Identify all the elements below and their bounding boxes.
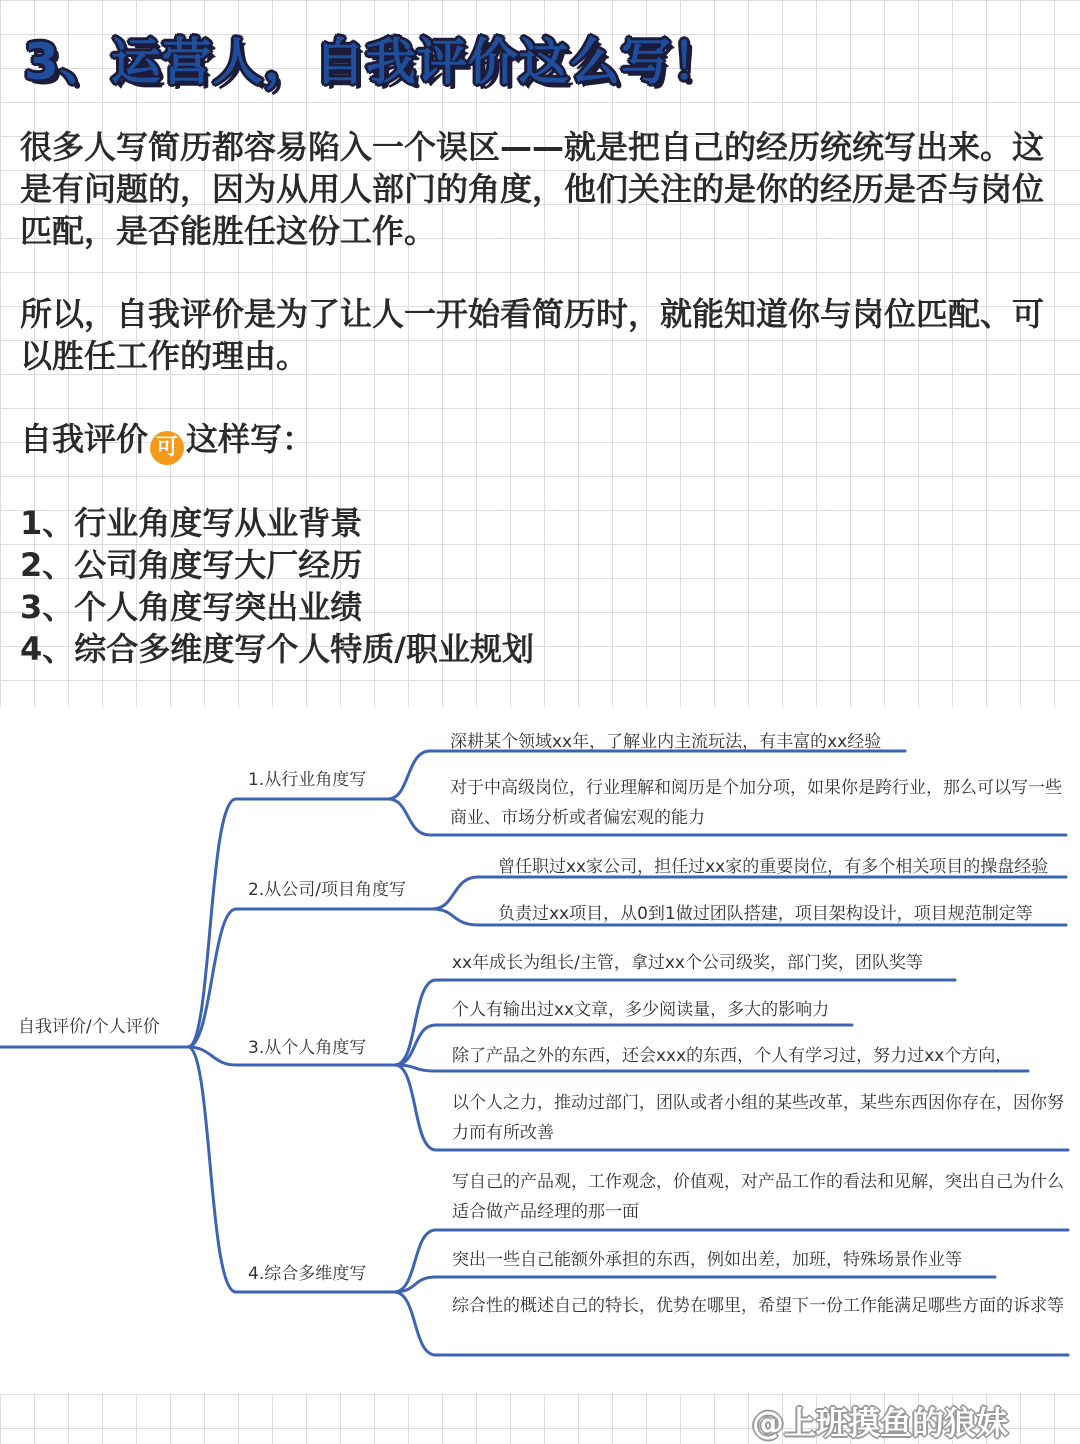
leaf-text: 深耕某个领域xx年，了解业内主流玩法，有丰富的xx经验: [450, 732, 882, 752]
how-to-heading-end: 这样写：: [186, 420, 315, 458]
leaf-text: 以个人之力，推动过部门，团队或者小组的某些改革，某些东西因你存在，因你努力而有所改善: [452, 1093, 1064, 1143]
leaf-text: 曾任职过xx家公司，担任过xx家的重要岗位，有多个相关项目的操盘经验: [498, 857, 1049, 877]
how-to-heading: [20, 418, 1065, 465]
ke-badge-icon: 可: [150, 431, 184, 465]
list-item: 1、行业角度写从业背景: [20, 504, 363, 542]
watermark: @上班摸鱼的狼妹: [751, 1404, 1008, 1442]
mind-map-root: 自我评价/个人评价: [18, 1017, 160, 1037]
branch-label-personal: 3.从个人角度写: [248, 1038, 367, 1058]
purpose-paragraph: 所以，自我评价是为了让人一开始看简历时，就能知道你与岗位匹配、可以胜任工作的理由。: [20, 295, 1045, 375]
leaf-text: 个人有输出过xx文章，多少阅读量，多大的影响力: [452, 1000, 830, 1020]
leaf-text: 突出一些自己能额外承担的东西，例如出差，加班，特殊场景作业等: [452, 1250, 962, 1270]
connector-branch-4: [188, 1047, 236, 1292]
connector-branch-2: [188, 909, 236, 1047]
list-item: 3、个人角度写突出业绩: [20, 588, 363, 626]
connector-leaf-4-2: [394, 1277, 995, 1292]
list-item: 2、公司角度写大厂经历: [20, 546, 363, 584]
page-title: 3、运营人，自我评价这么写！: [24, 33, 723, 91]
branch-label-company: 2.从公司/项目角度写: [248, 880, 406, 900]
branch-label-comprehensive: 4.综合多维度写: [248, 1264, 367, 1284]
intro-paragraph: 很多人写简历都容易陷入一个误区——就是把自己的经历统统写出来。这是有问题的，因为从用人部门的角度，他们关注的是你的经历是否与岗位匹配，是否能胜任这份工作。: [20, 128, 1045, 250]
leaf-text: 负责过xx项目，从0到1做过团队搭建，项目架构设计，项目规范制定等: [498, 904, 1033, 924]
how-to-heading-start: 自我评价: [20, 420, 149, 458]
list-item: 4、综合多维度写个人特质/职业规划: [20, 630, 534, 668]
tips-list: [20, 502, 534, 670]
leaf-text: 对于中高级岗位，行业理解和阅历是个加分项，如果你是跨行业，那么可以写一些商业、市场分析或者偏宏观的能力: [450, 778, 1062, 828]
connector-branch-1: [188, 799, 236, 1047]
branch-label-industry: 1.从行业角度写: [248, 770, 367, 790]
leaf-text: 除了产品之外的东西，还会xxx的东西，个人有学习过，努力过xx个方向，: [452, 1046, 1013, 1066]
leaf-text: 综合性的概述自己的特长，优势在哪里，希望下一份工作能满足哪些方面的诉求等: [452, 1296, 1064, 1316]
mind-map: [0, 707, 1080, 1393]
leaf-text: xx年成长为组长/主管，拿过xx个公司级奖，部门奖，团队奖等: [452, 953, 923, 973]
leaf-text: 写自己的产品观，工作观念，价值观，对产品工作的看法和见解，突出自己为什么适合做产品经理的那一面: [452, 1172, 1064, 1222]
